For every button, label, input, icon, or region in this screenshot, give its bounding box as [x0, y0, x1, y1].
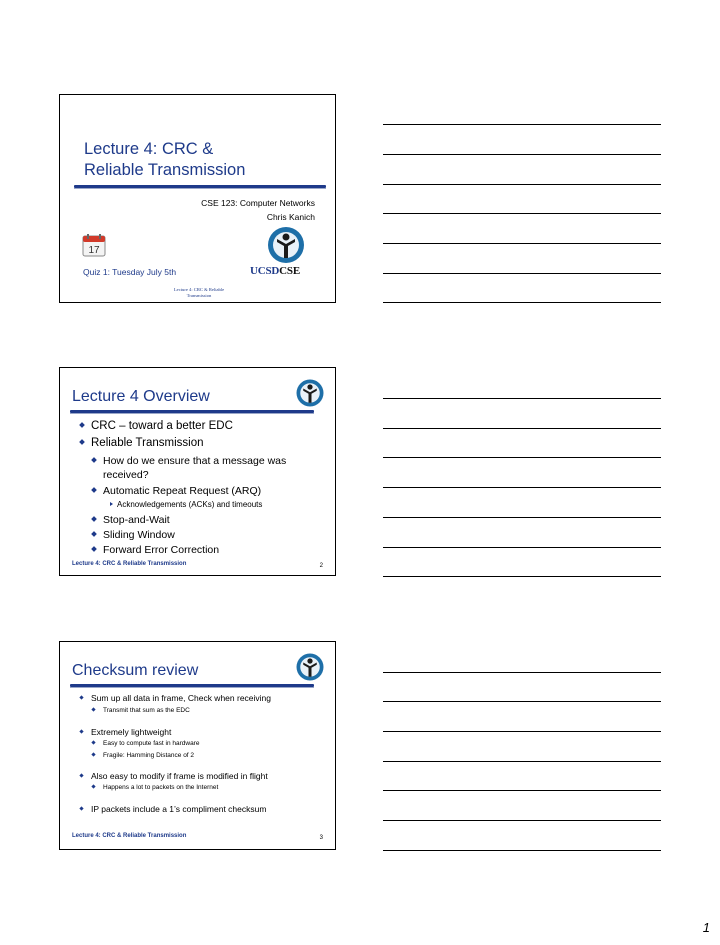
sub-bullet-item: Sliding Window [92, 529, 175, 541]
sub-bullet-item: Automatic Repeat Request (ARQ) [92, 485, 261, 497]
bullet-item: Reliable Transmission [80, 437, 204, 449]
note-line [383, 213, 661, 214]
ucsd-emblem-icon [266, 225, 306, 265]
slide-1-footer: Lecture 4: CRC & Reliable Transmission [173, 287, 225, 298]
calendar-day: 17 [88, 245, 100, 256]
sub-bullet-item: Easy to compute fast in hardware [92, 740, 199, 747]
slide-1-title [84, 139, 245, 181]
sub-bullet-item: Forward Error Correction [92, 544, 219, 556]
note-line [383, 790, 661, 791]
note-line [383, 457, 661, 458]
note-line [383, 547, 661, 548]
course-name: CSE 123: Computer Networks [201, 198, 315, 208]
sub-bullet-item: Transmit that sum as the EDC [92, 707, 190, 714]
ucsd-emblem-icon [295, 652, 325, 682]
bullet-item: Sum up all data in frame, Check when receiving [80, 693, 271, 703]
note-line [383, 398, 661, 399]
sub-bullet-continuation: received? [103, 469, 149, 481]
title-underline [70, 410, 314, 413]
bullet-item: Extremely lightweight [80, 727, 171, 737]
note-line [383, 820, 661, 821]
sub-bullet-item: Happens a lot to packets on the Internet [92, 784, 218, 791]
note-line [383, 184, 661, 185]
ucsd-cse-logo [250, 225, 322, 283]
bullet-item: IP packets include a 1’s compliment checksum [80, 804, 266, 814]
slide-3 [59, 641, 336, 850]
calendar-icon [82, 233, 106, 257]
sub-sub-bullet-item: Acknowledgements (ACKs) and timeouts [110, 500, 262, 509]
ucsd-cse-wordmark: UCSDCSE [250, 265, 300, 277]
slide-2-footer: Lecture 4: CRC & Reliable Transmission [72, 561, 187, 567]
note-line [383, 701, 661, 702]
slide-3-title: Checksum review [72, 662, 199, 679]
title-line-2: Reliable Transmission [84, 161, 246, 179]
sub-bullet-item: Fragile: Hamming Distance of 2 [92, 752, 194, 759]
page-number: 1 [702, 920, 710, 935]
slide-2 [59, 367, 336, 576]
note-line [383, 517, 661, 518]
quiz-note: Quiz 1: Tuesday July 5th [83, 267, 177, 277]
note-line [383, 731, 661, 732]
bullet-item: Also easy to modify if frame is modified in flight [80, 771, 268, 781]
bullet-item: CRC – toward a better EDC [80, 420, 233, 432]
note-line [383, 154, 661, 155]
slide-3-footer: Lecture 4: CRC & Reliable Transmission [72, 833, 187, 839]
title-underline [70, 684, 314, 687]
slide-2-title: Lecture 4 Overview [72, 388, 210, 405]
note-line [383, 243, 661, 244]
note-line [383, 124, 661, 125]
note-line [383, 672, 661, 673]
note-line [383, 576, 661, 577]
note-line [383, 761, 661, 762]
slide-2-number: 2 [319, 563, 323, 569]
note-line [383, 273, 661, 274]
note-line [383, 428, 661, 429]
sub-bullet-item: Stop-and-Wait [92, 514, 170, 526]
note-line [383, 487, 661, 488]
note-line [383, 850, 661, 851]
slide-3-number: 3 [319, 835, 323, 841]
author-name: Chris Kanich [266, 212, 315, 222]
slide-1 [59, 94, 336, 303]
sub-bullet-item: How do we ensure that a message was [92, 455, 286, 467]
title-underline [74, 185, 326, 188]
note-line [383, 302, 661, 303]
ucsd-emblem-icon [295, 378, 325, 408]
title-line-1: Lecture 4: CRC & [84, 140, 214, 158]
